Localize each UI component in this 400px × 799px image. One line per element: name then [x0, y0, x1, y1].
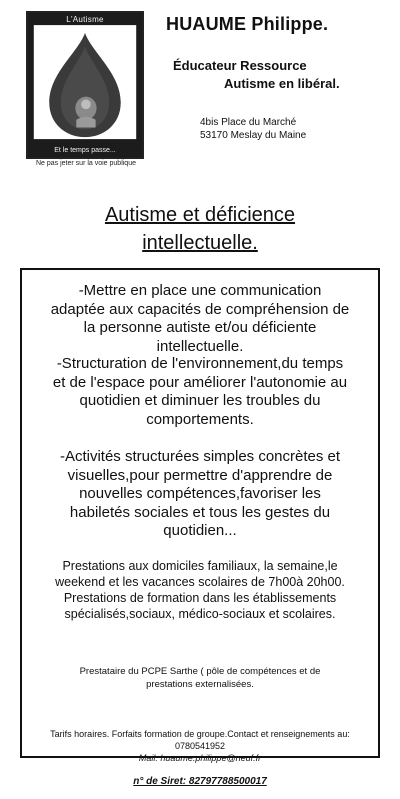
text-line: Tarifs horaires. Forfaits formation de groupe.Contact et renseignements au:	[50, 729, 350, 739]
text-line: spécialisés,sociaux, médico-sociaux et scolaires.	[64, 607, 336, 621]
author-name: HUAUME Philippe.	[166, 14, 329, 34]
text-line: prestations externalisées.	[146, 679, 254, 690]
logo-top-text: L'Autisme	[66, 15, 104, 24]
phone-number: 0780541952	[174, 741, 226, 751]
logo-bottom-text: Et le temps passe...	[54, 147, 116, 154]
text-line: habiletés sociales et tous les gestes du	[69, 503, 331, 521]
role-line-2: Autisme en libéral.	[224, 76, 340, 91]
paragraph-services	[28, 558, 372, 622]
address-line-1: 4bis Place du Marché	[200, 117, 297, 128]
document-title	[40, 201, 360, 257]
email-address: Mail: huaume.philippe@neuf.fr	[138, 753, 262, 763]
text-line: la personne autiste et/ou déficiente	[83, 319, 317, 336]
paragraph-contact	[28, 728, 372, 764]
text-line: adaptée aux capacités de compréhension de	[50, 300, 350, 318]
paragraph-structuration	[28, 355, 372, 429]
text-line: -Mettre en place une communication	[78, 282, 322, 299]
text-line: weekend et les vacances scolaires de 7h00à 20h00.	[55, 575, 345, 589]
paragraph-communication	[28, 282, 372, 356]
text-line: Prestations aux domiciles familiaux, la semaine,le	[62, 559, 338, 573]
text-line: intellectuelle.	[156, 337, 244, 355]
autism-logo	[26, 11, 144, 159]
role-line-1: Éducateur Ressource	[173, 58, 307, 73]
text-line: quotidien et diminuer les troubles du	[79, 392, 321, 409]
title-line-1: Autisme et déficience	[104, 204, 296, 226]
paragraph-pcpe	[28, 665, 372, 691]
text-line: et de l'espace pour améliorer l'autonomie au	[52, 373, 348, 391]
address-line-2: 53170 Meslay du Maine	[200, 130, 307, 141]
text-line: visuelles,pour permettre d'apprendre de	[67, 466, 333, 484]
drop-illustration-icon	[28, 13, 142, 157]
paragraph-activities	[28, 448, 372, 541]
text-line: Prestations de formation dans les établissements	[63, 591, 337, 605]
text-line: -Structuration de l'environnement,du temps	[56, 355, 344, 372]
disposal-notice: Ne pas jeter sur la voie publique	[35, 160, 136, 167]
title-line-2: intellectuelle.	[142, 232, 258, 254]
siret-number: n° de Siret: 82797788500017	[133, 776, 267, 787]
text-line: -Activités structurées simples concrètes et	[59, 448, 341, 465]
text-line: quotidien...	[163, 522, 237, 539]
text-line: Prestataire du PCPE Sarthe ( pôle de compétences et de	[79, 666, 321, 677]
text-line: nouvelles compétences,favoriser les	[79, 485, 321, 502]
text-line: comportements.	[146, 410, 254, 428]
